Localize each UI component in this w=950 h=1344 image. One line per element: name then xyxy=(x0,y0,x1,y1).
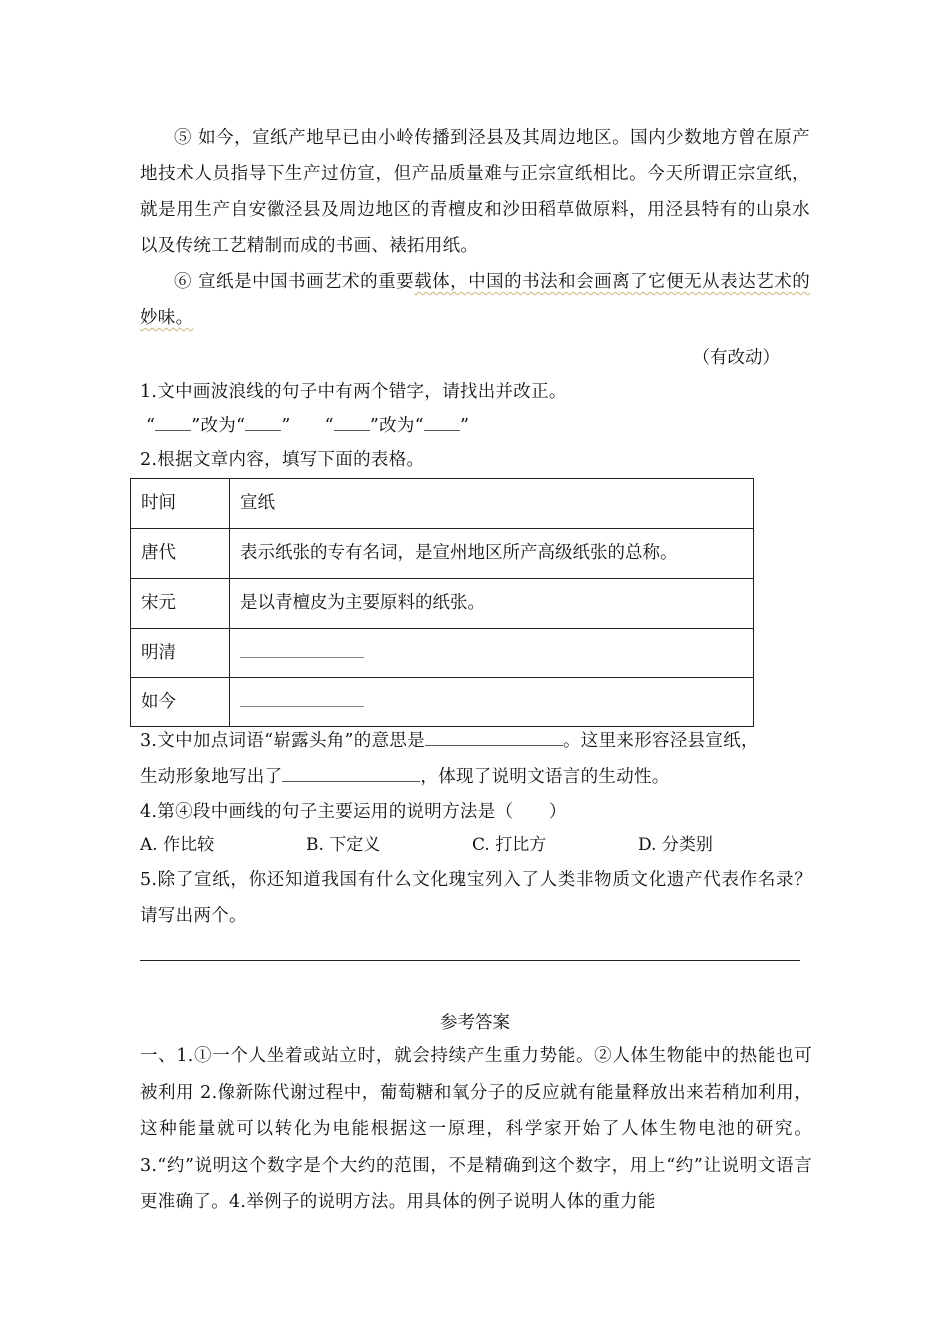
table-cell-blank[interactable] xyxy=(230,678,754,727)
question-3-line-2: 生动形象地写出了 ，体现了说明文语言的生动性。 xyxy=(140,759,670,795)
table-header-row xyxy=(131,479,754,529)
option-c[interactable]: C. 打比方 xyxy=(472,835,547,855)
question-1: 1.文中画波浪线的句子中有两个错字，请找出并改正。 xyxy=(140,382,567,402)
blank-wrong-char-1[interactable] xyxy=(155,412,191,431)
fill-in-line[interactable] xyxy=(240,639,364,658)
blank-correct-char-2[interactable] xyxy=(424,412,460,431)
paragraph-5-text: ⑤ 如今，宣纸产地早已由小岭传播到泾县及其周边地区。国内少数地方曾在原产地技术人员指导下生产过仿宣，但产品质量难与正宗宣纸相比。今天所谓正宗宣纸，就是用生产自安徽泾县及周边地区的青檀皮和沙田稻草做原料，用泾县特有的山泉水以及传统工艺精制而成的书画、裱拓用纸。 xyxy=(140,128,810,256)
xuan-paper-table xyxy=(130,478,754,727)
answer-line xyxy=(140,960,800,961)
table-cell-description: 表示纸张的专有名词，是宣州地区所产高级纸张的总称。 xyxy=(230,529,754,579)
table-cell-period: 宋元 xyxy=(131,579,230,629)
table-row xyxy=(131,678,754,727)
table-header-time: 时间 xyxy=(131,479,230,529)
option-b[interactable]: B. 下定义 xyxy=(306,835,381,855)
blank-correct-char-1[interactable] xyxy=(245,412,281,431)
paragraph-5 xyxy=(140,120,810,264)
answers-text: 一、1.①一个人坐着或站立时，就会持续产生重力势能。②人体生物能中的热能也可被利用 2.像新陈代谢过程中，葡萄糖和氧分子的反应就有能量释放出来若稍加利用，这种能量就可以转化为电能根据这一原理，科学家开始了人体生物电池的研究。3.“约”说明这个数字是个大约的范围，不是精确到这个数字，用上“约”让说明文语言更准确了。4.举例子的说明方法。用具体的例子说明人体的重力能 xyxy=(140,1046,812,1212)
table-row xyxy=(131,529,754,579)
question-1-answer-blanks: “ ”改为“ ” “ ”改为“ ” xyxy=(146,408,469,444)
option-d[interactable]: D. 分类别 xyxy=(638,835,713,855)
question-4: 4.第④段中画线的句子主要运用的说明方法是（ ） xyxy=(140,802,567,822)
table-cell-period: 明清 xyxy=(131,629,230,678)
question-3-line-1: 3.文中加点词语“崭露头角”的意思是 。这里来形容泾县宣纸， xyxy=(140,723,759,759)
blank-wrong-char-2[interactable] xyxy=(334,412,370,431)
paragraph-6 xyxy=(140,264,810,336)
fill-in-line[interactable] xyxy=(240,688,364,707)
answers-title: 参考答案 xyxy=(440,1013,510,1033)
question-5: 5.除了宣纸，你还知道我国有什么文化瑰宝列入了人类非物质文化遗产代表作名录？请写出两个。 xyxy=(140,870,812,926)
table-row xyxy=(131,629,754,678)
table-cell-period: 唐代 xyxy=(131,529,230,579)
option-a[interactable]: A. 作比较 xyxy=(140,835,215,855)
wavy-underlined-sentence: 载体，中国的书法和会画离了它便无从表达艺术的妙味。 xyxy=(140,272,810,328)
paragraph-6-lead: ⑥ 宣纸是中国书画艺术的重要 xyxy=(174,272,415,292)
source-note: （有改动） xyxy=(692,348,780,368)
blank-description[interactable] xyxy=(282,763,420,782)
table-cell-blank[interactable] xyxy=(230,629,754,678)
question-2: 2.根据文章内容，填写下面的表格。 xyxy=(140,450,425,470)
question-4-options xyxy=(140,827,713,863)
table-cell-period: 如今 xyxy=(131,678,230,727)
table-header-xuan: 宣纸 xyxy=(230,479,754,529)
table-row xyxy=(131,579,754,629)
blank-meaning[interactable] xyxy=(425,727,563,746)
table-cell-description: 是以青檀皮为主要原料的纸张。 xyxy=(230,579,754,629)
